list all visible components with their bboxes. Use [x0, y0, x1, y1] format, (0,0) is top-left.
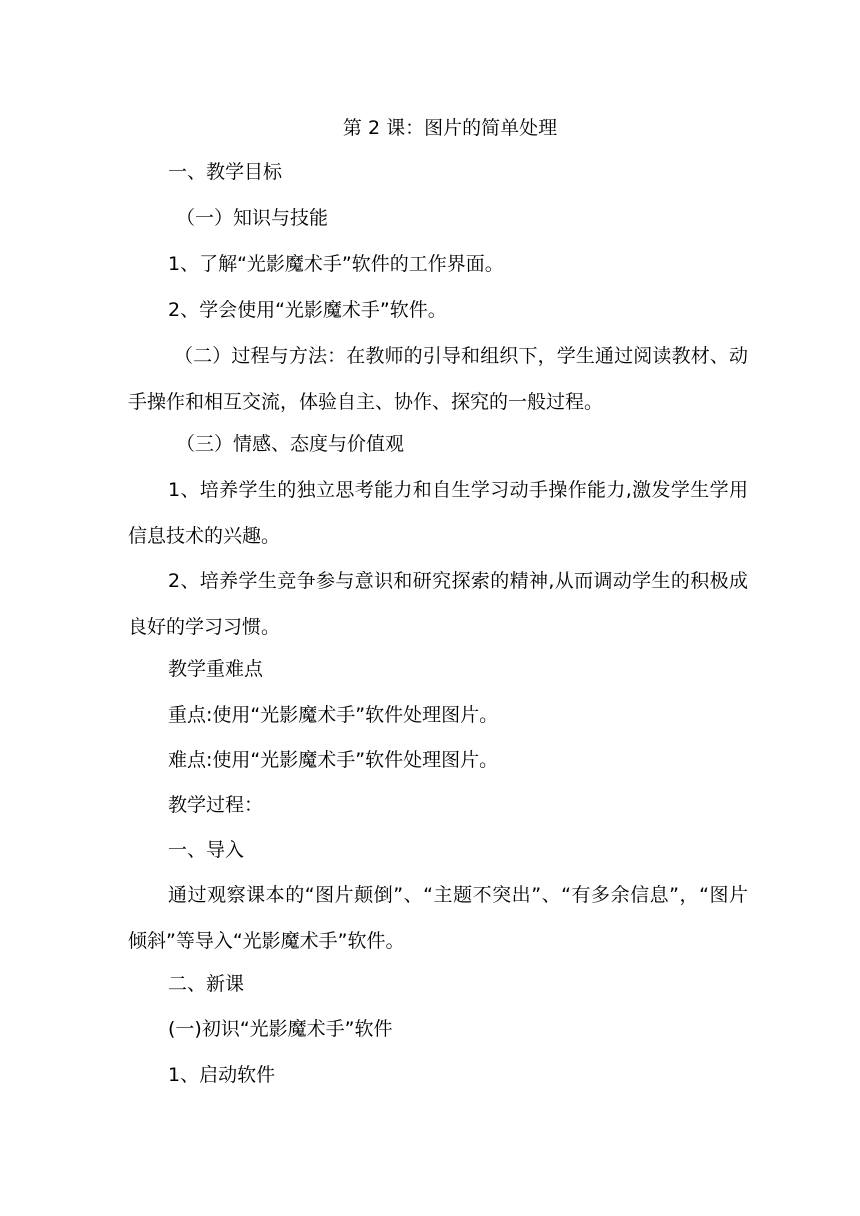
intro-paragraph: 通过观察课本的“图片颠倒”、“主题不突出”、“有多余信息”，“图片倾斜”等导入“光影魔术手”软件。 — [128, 884, 748, 952]
emotion-attitude-heading: （三）情感、态度与价值观 — [176, 433, 405, 455]
objectives-heading: 一、教学目标 — [168, 161, 283, 183]
key-difficult-heading: 教学重难点 — [168, 658, 264, 680]
knowledge-item-2: 2、学会使用“光影魔术手”软件。 — [168, 299, 447, 321]
emotion-item-1-paragraph: 1、培养学生的独立思考能力和自生学习动手操作能力,激发学生学用信息技术的兴趣。 — [128, 479, 748, 547]
lesson-title: 第 2 课：图片的简单处理 — [342, 117, 558, 139]
process-heading: 教学过程： — [168, 794, 264, 816]
start-software-item: 1、启动软件 — [168, 1064, 276, 1086]
knowledge-skills-heading: （一）知识与技能 — [176, 207, 329, 229]
intro-heading: 一、导入 — [168, 839, 245, 861]
emotion-item-2-paragraph: 2、培养学生竞争参与意识和研究探索的精神,从而调动学生的积极成良好的学习习惯。 — [128, 570, 748, 638]
key-point: 重点:使用“光影魔术手”软件处理图片。 — [168, 704, 499, 726]
difficult-point: 难点:使用“光影魔术手”软件处理图片。 — [168, 749, 499, 771]
knowledge-item-1: 1、了解“光影魔术手”软件的工作界面。 — [168, 253, 504, 275]
process-method-paragraph: （二）过程与方法：在教师的引导和组织下，学生通过阅读教材、动手操作和相互交流，体验自主、协作、探究的一般过程。 — [128, 345, 748, 413]
new-lesson-heading: 二、新课 — [168, 973, 245, 995]
first-look-heading: (一)初识“光影魔术手”软件 — [168, 1018, 393, 1040]
